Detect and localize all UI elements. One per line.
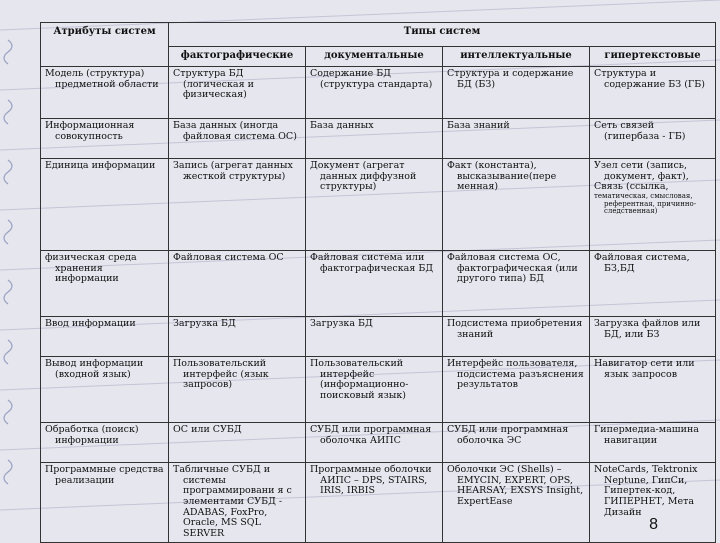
- table-row: [41, 357, 716, 423]
- table-cell: СУБД или программная оболочка ЭС: [443, 423, 590, 463]
- row-attribute: Вывод информации (входной язык): [41, 357, 169, 423]
- table-row: [41, 119, 716, 159]
- table-cell: Структура и содержание БЗ (ГБ): [590, 67, 716, 119]
- link-text: Связь (ссылка,: [594, 181, 669, 193]
- header-system-types: Типы систем: [169, 23, 716, 47]
- table-cell: База знаний: [443, 119, 590, 159]
- table-cell: Программные оболочки АИПС – DPS, STAIRS, IRIS, IRBIS: [306, 463, 443, 543]
- table-row: [41, 423, 716, 463]
- row-attribute: Ввод информации: [41, 317, 169, 357]
- table-cell: Навигатор сети или язык запросов: [590, 357, 716, 423]
- row-attribute: Единица информации: [41, 159, 169, 251]
- table-cell: Подсистема приобретения знаний: [443, 317, 590, 357]
- table-cell: База данных: [306, 119, 443, 159]
- header-attributes: Атрибуты систем: [41, 23, 169, 67]
- table-cell: Загрузка БД: [306, 317, 443, 357]
- table-cell: Пользовательский интерфейс (язык запросов): [169, 357, 306, 423]
- table-cell: Интерфейс пользователя, подсистема разъяснения результатов: [443, 357, 590, 423]
- table-cell: Файловая система, БЗ,БД: [590, 251, 716, 317]
- header-factographic: фактографические: [169, 47, 306, 67]
- table-row: [41, 159, 716, 251]
- systems-comparison-table: [40, 22, 716, 543]
- table-cell-hypertext-unit: [590, 159, 716, 251]
- node-text: Узел сети (запись, документ, факт),: [594, 160, 689, 182]
- row-attribute: Программные средства реализации: [41, 463, 169, 543]
- table-cell: Структура БД (логическая и физическая): [169, 67, 306, 119]
- table-cell: Оболочки ЭС (Shells) – EMYCIN, EXPERT, OPS, HEARSAY, EXSYS Insight, ExpertEase: [443, 463, 590, 543]
- table-cell: Загрузка БД: [169, 317, 306, 357]
- header-hypertext: гипертекстовые: [590, 47, 716, 67]
- row-attribute: Обработка (поиск) информации: [41, 423, 169, 463]
- table-cell: NoteCards, Tektronix Neptune, ГипСи, Гипертек-код, ГИПЕРНЕТ, Мета Дизайн: [590, 463, 716, 543]
- table-cell: Документ (агрегат данных диффузной структуры): [306, 159, 443, 251]
- table-cell: Факт (константа), высказывание(пере менная): [443, 159, 590, 251]
- table-cell: СУБД или программная оболочка АИПС: [306, 423, 443, 463]
- table-cell: Пользовательский интерфейс (информационно-поисковый язык): [306, 357, 443, 423]
- header-documentary: документальные: [306, 47, 443, 67]
- table-row: [41, 67, 716, 119]
- table-cell: Файловая система ОС: [169, 251, 306, 317]
- table-cell: Файловая система или фактографическая БД: [306, 251, 443, 317]
- row-attribute: физическая среда хранения информации: [41, 251, 169, 317]
- table-row: [41, 463, 716, 543]
- systems-table-container: [40, 22, 715, 542]
- table-cell: Загрузка файлов или БД, или БЗ: [590, 317, 716, 357]
- table-cell: База данных (иногда файловая система ОС): [169, 119, 306, 159]
- table-cell: ОС или СУБД: [169, 423, 306, 463]
- table-row: [41, 317, 716, 357]
- row-attribute: Информационная совокупность: [41, 119, 169, 159]
- table-cell: Табличные СУБД и системы программировани я с элементами СУБД -ADABAS, FoxPro, Oracle, MS SQL SERVER: [169, 463, 306, 543]
- table-cell: Запись (агрегат данных жесткой структуры): [169, 159, 306, 251]
- table-cell: Содержание БД (структура стандарта): [306, 67, 443, 119]
- header-intellectual: интеллектуальные: [443, 47, 590, 67]
- table-cell: Гипермедиа-машина навигации: [590, 423, 716, 463]
- table-cell: Структура и содержание БД (БЗ): [443, 67, 590, 119]
- link-types-text: тематическая, смысловая, референтная, причинно-следственная): [594, 191, 697, 216]
- table-cell: Файловая система ОС, фактографическая (или другого типа) БД: [443, 251, 590, 317]
- page-number: 8: [649, 516, 658, 533]
- table-cell: Сеть связей (гипербаза - ГБ): [590, 119, 716, 159]
- table-row: [41, 251, 716, 317]
- row-attribute: Модель (структура) предметной области: [41, 67, 169, 119]
